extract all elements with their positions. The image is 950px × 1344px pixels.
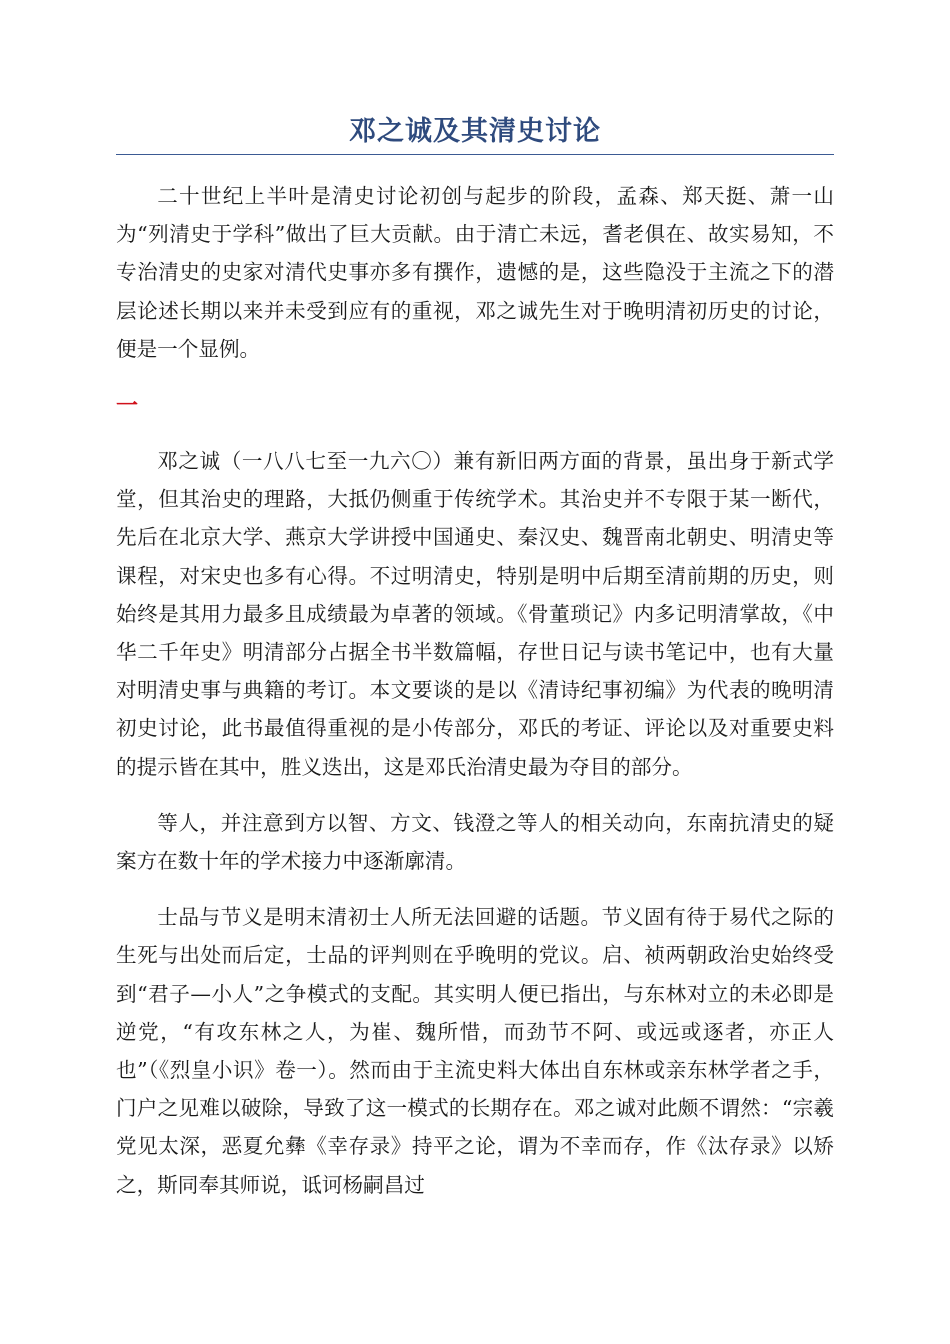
- paragraph-background: 邓之诚（一八八七至一九六〇）兼有新旧两方面的背景，虽出身于新式学堂，但其治史的理路，大抵仍侧重于传统学术。其治史并不专限于某一断代，先后在北京大学、燕京大学讲授中国通史、秦汉史、魏晋南北朝史、明清史等课程，对宋史也多有心得。不过明清史，特别是明中后期至清前期的历史，则始终是其用力最多且成绩最为卓著的领域。《骨董琐记》内多记明清掌故，《中华二千年史》明清部分占据全书半数篇幅，存世日记与读书笔记中，也有大量对明清史事与典籍的考订。本文要谈的是以《清诗纪事初编》为代表的晚明清初史讨论，此书最值得重视的是小传部分，邓氏的考证、评论以及对重要史料的提示皆在其中，胜义迭出，这是邓氏治清史最为夺目的部分。: [116, 449, 834, 779]
- section-number-one: 一: [116, 393, 139, 420]
- paragraph-integrity: 士品与节义是明末清初士人所无法回避的话题。节义固有待于易代之际的生死与出处而后定，士品的评判则在乎晚明的党议。启、祯两朝政治史始终受到“君子—小人”之争模式的支配。其实明人便已指出，与东林对立的未必即是逆党，“有攻东林之人，为崔、魏所惜，而劲节不阿、或远或逐者，亦正人也”（《烈皇小识》卷一）。然而由于主流史料大体出自东林或亲东林学者之手，门户之见难以破除，导致了这一模式的长期存在。邓之诚对此颇不谓然：“宗羲党见太深，恶夏允彝《幸存录》持平之论，谓为不幸而存，作《汰存录》以矫之，斯同奉其师说，诋诃杨嗣昌过: [116, 905, 834, 1197]
- document-title: 邓之诚及其清史讨论: [116, 112, 834, 155]
- paragraph-southeast: 等人，并注意到方以智、方文、钱澄之等人的相关动向，东南抗清史的疑案方在数十年的学术接力中逐渐廓清。: [116, 810, 834, 874]
- document-page: [116, 112, 834, 1204]
- paragraph-intro: 二十世纪上半叶是清史讨论初创与起步的阶段，孟森、郑天挺、萧一山为“列清史于学科”做出了巨大贡献。由于清亡未远，耆老俱在、故实易知，不专治清史的史家对清代史事亦多有撰作，遗憾的是，这些隐没于主流之下的潜层论述长期以来并未受到应有的重视，邓之诚先生对于晚明清初历史的讨论，便是一个显例。: [116, 184, 834, 361]
